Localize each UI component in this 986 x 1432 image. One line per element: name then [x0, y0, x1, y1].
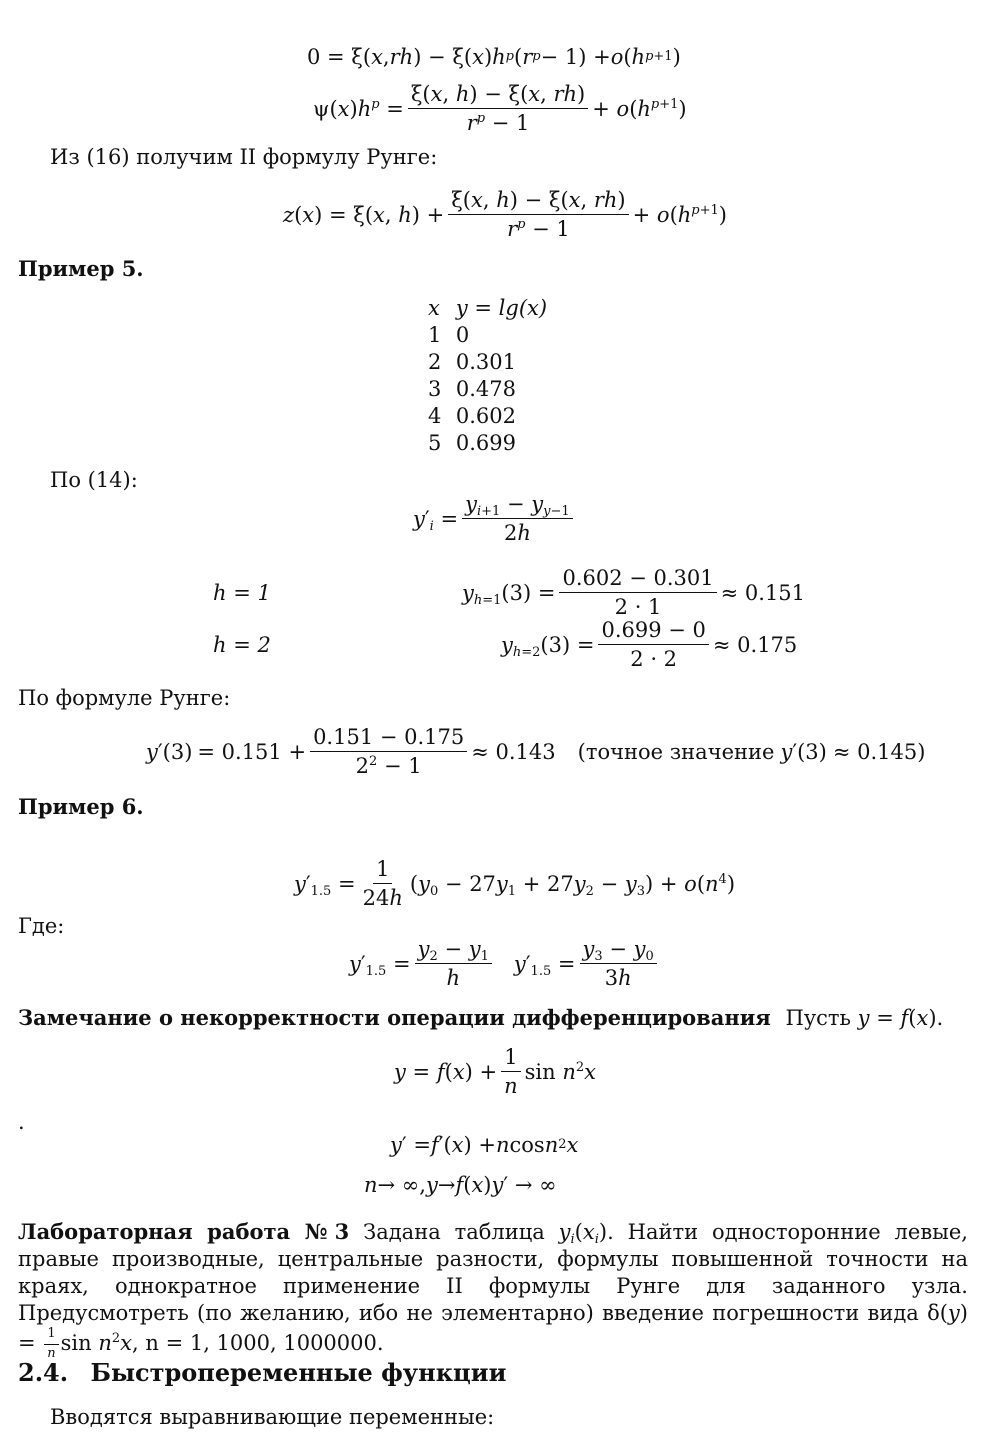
example-6-heading: Пример 6. [18, 794, 144, 819]
perturbed-function: y = f(x) + $\frac{1}{n}$ $\sin n^2x$ [394, 1045, 597, 1099]
lab-text-2: . Найти односторонние левые, правые производные, центральные разности, формулы повышенной точности на краях, однократное применение II формулы Рунге для заданного узла. Предусмотреть (по желанию, ибо не элементарно) введение погрешности вида [18, 1220, 968, 1325]
lab-paragraph: Лабораторная работа №3 Задана таблица $y_i(x_i)$. Найти односторонние левые, правые производные, центральные разности, формулы повышенной точности на краях, однократное применение II формулы Рунге для заданного узла. Предусмотреть (по желанию, ибо не элементарно) введение погрешности вида δ(y) = $\frac{1}{n}$ $\sin n^2x$, n = 1, 1000, 1000000. [18, 1219, 968, 1361]
intro-runge-text: Из (16) получим II формулу Рунге: [50, 145, 438, 169]
fraction: $\frac{y_{i+1} - y_{y-1}}{2h}$ [462, 492, 573, 545]
h1-label: h = 1 [213, 581, 271, 605]
table-cell: 3 [428, 376, 442, 401]
section-number: 2.4. [18, 1358, 69, 1387]
fraction: $\frac{y_2 - y_1}{h}$ [415, 937, 492, 990]
table-row [428, 375, 555, 402]
perturbed-derivative: y ′ = f ′( x ) + n cos n 2 x [390, 1133, 579, 1157]
equation-2: $\psi(x)h^p$ = $\frac{\xi(x, h) - \xi(x, rh)}{r^p - 1}$ + $o(h^{p+1})$ [313, 82, 687, 136]
remark-text: Пусть [785, 1006, 851, 1030]
where-text: Где: [18, 914, 65, 938]
central-derivative-formula: $y'_i$ = $\frac{y_{i+1} - y_{y-1}}{2h}$ [413, 492, 577, 545]
estimate-h1: $y_{h=1}(3)$ = $\frac{0.602 - 0.301}{2 \cdot 1}$ ≈ 0.151 [462, 566, 806, 620]
fraction: $\frac{0.699 - 0}{2 \cdot 2}$ [598, 618, 708, 671]
table-cell: 0.478 [455, 376, 516, 401]
table-header-x: x [428, 295, 440, 320]
example-5-heading: Пример 5. [18, 256, 144, 281]
table-cell: 2 [428, 349, 442, 374]
fraction: $\frac{0.151 - 0.175}{2^2 - 1}$ [310, 725, 467, 778]
last-line: Вводятся выравнивающие переменные: [50, 1405, 495, 1429]
fraction: $\frac{\xi(x, h) - \xi(x, rh)}{r^p - 1}$ [408, 82, 588, 135]
high-order-derivative-formula: $y'_{1.5}$ = $\frac{1}{24h}$ $(y_0 - 27y_1 + 27y_2 - y_3) + o(n^4)$ [294, 857, 736, 911]
table-row [428, 429, 555, 456]
fraction: $\frac{1}{n}$ [501, 1045, 521, 1098]
section-heading [18, 1358, 506, 1387]
estimate-h2: $y_{h=2}(3)$ = $\frac{0.699 - 0}{2 \cdot 2}$ ≈ 0.175 [501, 618, 798, 672]
lab-title: Лабораторная работа №3 [18, 1219, 350, 1244]
table-cell: 1 [428, 322, 442, 347]
table-cell: 0.301 [455, 349, 516, 374]
table-cell: 0.602 [455, 403, 516, 428]
table-row [428, 321, 555, 348]
equation-1: 0 = ξ( x , rh ) − ξ( x ) h p ( r p − 1) + o ( h p+1 ) [307, 45, 681, 69]
runge-formula-2: z(x) = ξ(x, h) + $\frac{\xi(x, h) - \xi(x, rh)}{r^p - 1}$ + $o(h^{p+1})$ [283, 188, 727, 242]
fraction: $\frac{\xi(x, h) - \xi(x, rh)}{r^p - 1}$ [448, 188, 628, 241]
limit-statement: n → ∞, y → f ( x ) y ′ → ∞ [364, 1173, 557, 1197]
table-cell: 0.699 [455, 430, 516, 455]
remark-title: Замечание о некорректности операции дифференцирования [18, 1005, 771, 1030]
by-runge-text: По формуле Рунге: [18, 686, 231, 710]
fraction: $\frac{1}{n}$ [44, 1327, 58, 1362]
table-cell: 5 [428, 430, 442, 455]
table-header [428, 294, 555, 321]
table-cell: 4 [428, 403, 442, 428]
runge-example-result: y′(3) = 0.151 + $\frac{0.151 - 0.175}{2^2 - 1}$ ≈ 0.143 (точное значение y′(3) ≈ 0.145) [146, 725, 926, 779]
lab-text-3: n = 1, 1000, 1000000. [145, 1330, 384, 1355]
remark-line: Замечание о некорректности операции дифференцирования Пусть y = f(x). [18, 1005, 944, 1030]
h2-label: h = 2 [213, 633, 271, 657]
table-cell: 0 [455, 322, 470, 347]
table-row [428, 348, 555, 375]
lone-dot: . [18, 1110, 25, 1134]
fraction: $\frac{1}{24h}$ [362, 857, 403, 911]
table-row [428, 402, 555, 429]
where-formulas: $y'_{1.5}$ = $\frac{y_2 - y_1}{h}$ $y'_{1.5}$ = $\frac{y_3 - y_0}{3h}$ [349, 937, 661, 990]
by-14-text: По (14): [50, 468, 138, 492]
fraction: $\frac{y_3 - y_0}{3h}$ [580, 937, 657, 990]
table-header-y: y = lg(x) [455, 295, 548, 320]
fraction: $\frac{0.602 - 0.301}{2 \cdot 1}$ [559, 566, 716, 619]
lg-table [428, 294, 555, 456]
lab-text-1: Задана таблица [363, 1220, 545, 1244]
section-title: Быстропеременные функции [90, 1358, 507, 1387]
